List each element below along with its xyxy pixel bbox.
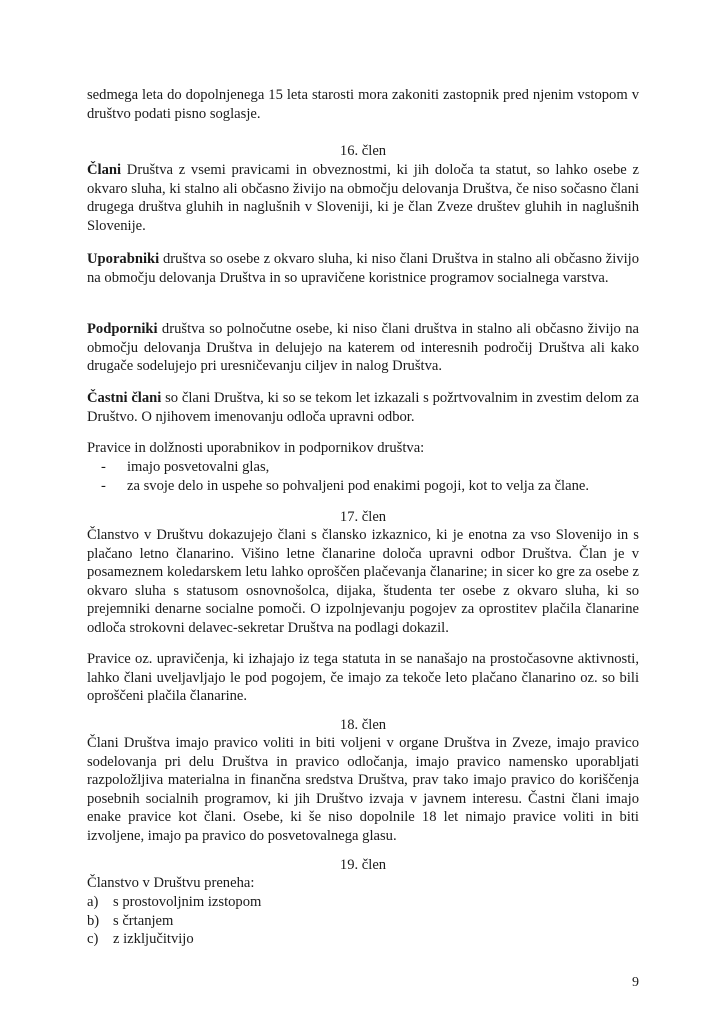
castni-clani-term: Častni člani	[87, 390, 162, 406]
uporabniki-term: Uporabniki	[87, 251, 160, 267]
page-number: 9	[632, 975, 639, 990]
rights-list	[87, 458, 639, 495]
list-item-text: s črtanjem	[113, 912, 174, 929]
rights-intro: Pravice in dolžnosti uporabnikov in podpornikov društva:	[87, 440, 425, 456]
uporabniki-text: društva so osebe z okvaro sluha, ki niso člani Društva in stalno ali občasno živijo na območju delovanja Društva in so upravičene koristnice programov socialnega varstva.	[87, 251, 639, 286]
article-18-heading: 18. člen	[339, 717, 387, 733]
article-19-intro: Članstvo v Društvu preneha:	[87, 875, 255, 891]
list-item: b) s črtanjem	[87, 912, 174, 929]
clani-term: Člani	[87, 162, 122, 178]
list-item: - imajo posvetovalni glas,	[101, 459, 270, 475]
podporniki-term: Podporniki	[87, 321, 158, 337]
list-item-text: z izključitvijo	[113, 931, 194, 948]
podporniki-paragraph	[87, 320, 639, 376]
list-item: c) z izključitvijo	[87, 931, 194, 948]
castni-clani-paragraph	[87, 389, 639, 426]
article-17-paragraph-1: Članstvo v Društvu dokazujejo člani s člansko izkaznico, ki je enotna za vso Slovenijo in s plačano letno članarino. Višino letne članarine določa upravni odbor Društva. Član je v posameznem koledarskem letu lahko oproščen plačevanja članarine; in sicer ko gre za osebe z okvaro sluha s statusom osnovnošolca, dijaka, študenta ter osebe z okvaro sluha, ki so prejemniki denarne socialne pomoči. O izpolnjevanju pogojev za oprostitev plačila članarine odloča strokovni delavec-sekretar Društva na podlagi dokazil.	[87, 527, 639, 636]
clani-text: Društva z vsemi pravicami in obveznostmi, ki jih določa ta statut, so lahko osebe z okvaro sluha, ki stalno ali občasno živijo na območju delovanja Društva, če niso sočasno člani drugega društva gluhih in naglušnih v Sloveniji, ki je član Zveze društev gluhih in naglušnih Slovenije.	[87, 162, 639, 234]
list-item-text: za svoje delo in uspehe so pohvaljeni pod enakimi pogoji, kot to velja za člane.	[127, 477, 590, 494]
podporniki-text: društva so polnočutne osebe, ki niso člani društva in stalno ali občasno živijo na območju delovanja Društva in delujejo na katerem od interesnih področij Društva ali kako drugače sodelujejo pri uresničevanju ciljev in nalog Društva.	[87, 321, 639, 375]
intro-paragraph: sedmega leta do dopolnjenega 15 leta starosti mora zakoniti zastopnik pred njenim vstopom v društvo podati pisno soglasje.	[87, 87, 639, 122]
castni-clani-text: so člani Društva, ki so se tekom let izkazali s požrtvovalnim in zvestim delom za Društvo. O njihovem imenovanju odloča upravni odbor.	[87, 390, 639, 425]
article-18-paragraph: Člani Društva imajo pravico voliti in biti voljeni v organe Društva in Zveze, imajo pravico sodelovanja pri delu Društva in pravico odločanja, imajo pravico namensko uporabljati razpoložljiva materialna in finančna sredstva Društva, prav tako imajo pravico do koriščenja posebnih socialnih programov, ki jih Društvo izvaja v javnem interesu. Častni člani imajo enake pravice kot člani. Osebe, ki še niso dopolnile 18 let nimajo pravice voliti in biti izvoljene, imajo pa pravico do posvetovalnega glasu.	[87, 735, 639, 844]
uporabniki-paragraph	[87, 250, 639, 287]
list-item: a) s prostovoljnim izstopom	[87, 894, 262, 910]
list-item-text: imajo posvetovalni glas,	[127, 459, 270, 475]
article-17-heading: 17. člen	[339, 509, 387, 525]
article-17-paragraph-2: Pravice oz. upravičenja, ki izhajajo iz tega statuta in se nanašajo na prostočasovne aktivnosti, lahko člani uveljavljajo le pod pogojem, če imajo za tekoče leto plačano članarino oz. so bili oproščeni plačila članarine.	[87, 651, 639, 705]
list-item: - za svoje delo in uspehe so pohvaljeni pod enakimi pogoji, kot to velja za člane.	[101, 477, 590, 494]
article-16-heading: 16. člen	[339, 143, 387, 159]
termination-list	[87, 893, 639, 949]
article-19-heading: 19. člen	[339, 857, 387, 873]
clani-paragraph	[87, 161, 639, 235]
list-item-text: s prostovoljnim izstopom	[113, 894, 262, 910]
